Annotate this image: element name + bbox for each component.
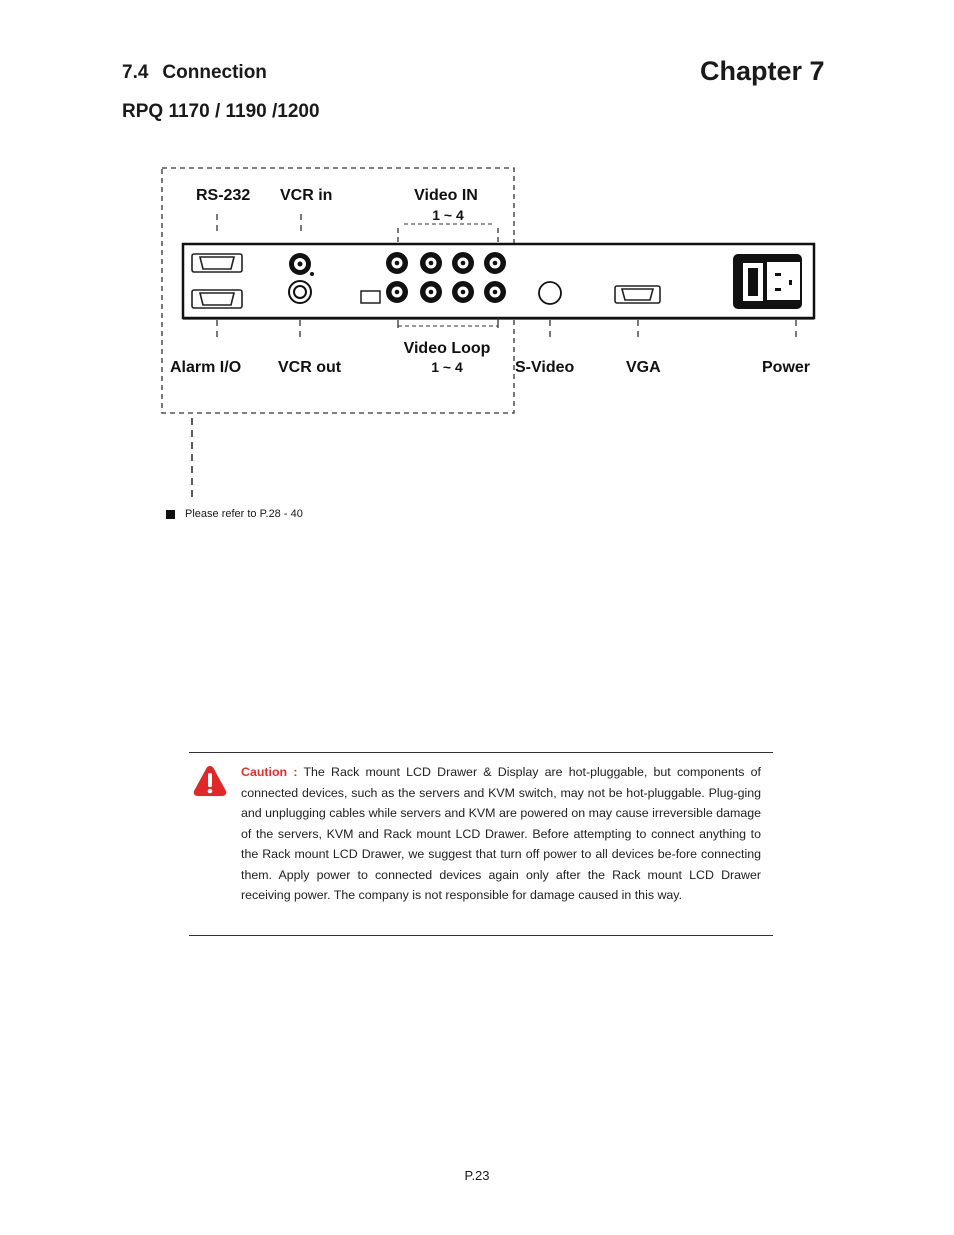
s-video-label: S-Video (515, 359, 575, 376)
power-label: Power (762, 359, 811, 376)
caution-body: The Rack mount LCD Drawer & Display are hot-pluggable, but components of connected devices, such as the servers and KVM switch, may not be hot-pluggable. Plug-ging and unplugging cables while servers and KVM are powered on may cause irreversible damage of the servers, KVM and Rack mount LCD Drawer. Before attempting to connect anything to the Rack mount LCD Drawer, we suggest that turn off power to all devices be-fore connecting them. Apply power to connected devices again only after the Rack mount LCD Drawer receiving power. The company is not responsible for damage caused in this way. (241, 765, 762, 902)
rs232-label: RS-232 (196, 187, 251, 204)
alarm-io-label: Alarm I/O (170, 359, 242, 376)
caution-box (189, 752, 773, 936)
chapter-title: Chapter 7 (700, 56, 825, 86)
video-in-range-label: 1 ~ 4 (432, 207, 464, 223)
connection-diagram (0, 0, 954, 540)
vcr-out-label: VCR out (278, 359, 342, 376)
video-loop-range-label: 1 ~ 4 (431, 359, 463, 375)
caution-text (241, 762, 761, 906)
switch (361, 291, 380, 303)
s-video-connector (539, 282, 561, 304)
warning-icon (193, 765, 227, 797)
rs232-connector (192, 254, 242, 272)
section-title: Connection (162, 62, 267, 83)
section-number: 7.4 (122, 62, 149, 83)
model-title: RPQ 1170 / 1190 /1200 (122, 101, 320, 122)
video-in-label: Video IN (414, 187, 478, 204)
reference-note-text: Please refer to P.28 - 40 (185, 508, 303, 520)
alarm-io-connector (192, 290, 242, 308)
vcr-out-connector (289, 281, 311, 303)
video-loop-label: Video Loop (403, 340, 491, 357)
power-inlet (733, 254, 802, 309)
vga-connector (615, 286, 660, 303)
vcr-in-label: VCR in (280, 187, 333, 204)
reference-note (166, 508, 303, 520)
caution-label: Caution : (241, 765, 298, 779)
page-number: P.23 (464, 1168, 490, 1183)
bullet-square-icon (166, 510, 175, 519)
vga-label: VGA (626, 359, 661, 376)
